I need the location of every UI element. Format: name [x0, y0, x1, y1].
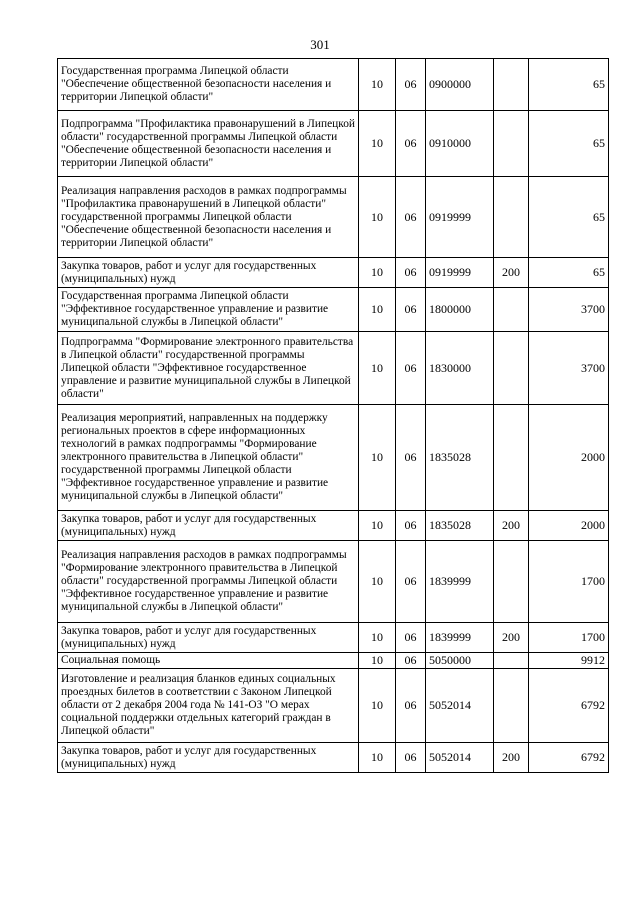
subsection-code: 06 [396, 288, 426, 332]
table-row [58, 511, 609, 541]
table-row [58, 288, 609, 332]
target-article-code: 1800000 [426, 288, 494, 332]
target-article-code: 0910000 [426, 111, 494, 177]
table-row [58, 258, 609, 288]
table-row [58, 59, 609, 111]
amount: 1700 [529, 623, 609, 653]
expense-name: Закупка товаров, работ и услуг для государственных (муниципальных) нужд [58, 511, 359, 541]
expense-type-code: 200 [494, 743, 529, 773]
section-code: 10 [359, 511, 396, 541]
expense-type-code: 200 [494, 623, 529, 653]
table-row [58, 743, 609, 773]
expense-type-code: 200 [494, 258, 529, 288]
table-row [58, 332, 609, 405]
budget-table [57, 58, 609, 773]
table-row [58, 653, 609, 669]
subsection-code: 06 [396, 669, 426, 743]
target-article-code: 0900000 [426, 59, 494, 111]
amount: 65 [529, 258, 609, 288]
table-row [58, 669, 609, 743]
section-code: 10 [359, 59, 396, 111]
expense-name: Реализация мероприятий, направленных на поддержку региональных проектов в сфере информационных технологий в рамках подпрограммы "Формирование электронного правительства в Липецкой области" государственной программы Липецкой области "Эффективное государственное управление и развитие муниципальной службы в Липецкой области" [58, 405, 359, 511]
expense-name: Реализация направления расходов в рамках подпрограммы "Профилактика правонарушений в Липецкой области" государственной программы Липецкой области "Обеспечение общественной безопасности населения и территории Липецкой области" [58, 177, 359, 258]
section-code: 10 [359, 623, 396, 653]
section-code: 10 [359, 653, 396, 669]
section-code: 10 [359, 258, 396, 288]
expense-type-code [494, 288, 529, 332]
target-article-code: 0919999 [426, 258, 494, 288]
subsection-code: 06 [396, 59, 426, 111]
expense-name: Подпрограмма "Формирование электронного правительства в Липецкой области" государственной программы Липецкой области "Эффективное государственное управление и развитие муниципальной службы в Липецкой области" [58, 332, 359, 405]
subsection-code: 06 [396, 332, 426, 405]
expense-name: Реализация направления расходов в рамках подпрограммы "Формирование электронного правительства в Липецкой области" государственной программы Липецкой области "Эффективное государственное управление и развитие муниципальной службы в Липецкой области" [58, 541, 359, 623]
target-article-code: 1835028 [426, 511, 494, 541]
expense-name: Закупка товаров, работ и услуг для государственных (муниципальных) нужд [58, 623, 359, 653]
amount: 65 [529, 111, 609, 177]
expense-name: Государственная программа Липецкой области "Эффективное государственное управление и развитие муниципальной службы в Липецкой области" [58, 288, 359, 332]
subsection-code: 06 [396, 405, 426, 511]
expense-type-code [494, 541, 529, 623]
expense-type-code [494, 177, 529, 258]
target-article-code: 1839999 [426, 541, 494, 623]
table-row [58, 541, 609, 623]
expense-type-code [494, 111, 529, 177]
subsection-code: 06 [396, 541, 426, 623]
expense-type-code [494, 59, 529, 111]
subsection-code: 06 [396, 653, 426, 669]
expense-type-code [494, 669, 529, 743]
amount: 3700 [529, 332, 609, 405]
target-article-code: 0919999 [426, 177, 494, 258]
table-row [58, 111, 609, 177]
amount: 2000 [529, 405, 609, 511]
table-row [58, 177, 609, 258]
table-row [58, 623, 609, 653]
target-article-code: 1839999 [426, 623, 494, 653]
expense-type-code [494, 653, 529, 669]
amount: 1700 [529, 541, 609, 623]
table-row [58, 405, 609, 511]
expense-type-code [494, 405, 529, 511]
section-code: 10 [359, 288, 396, 332]
target-article-code: 5052014 [426, 743, 494, 773]
subsection-code: 06 [396, 511, 426, 541]
expense-name: Социальная помощь [58, 653, 359, 669]
expense-type-code: 200 [494, 511, 529, 541]
amount: 3700 [529, 288, 609, 332]
expense-name: Закупка товаров, работ и услуг для государственных (муниципальных) нужд [58, 258, 359, 288]
target-article-code: 1835028 [426, 405, 494, 511]
expense-type-code [494, 332, 529, 405]
subsection-code: 06 [396, 623, 426, 653]
target-article-code: 1830000 [426, 332, 494, 405]
subsection-code: 06 [396, 743, 426, 773]
section-code: 10 [359, 743, 396, 773]
expense-name: Закупка товаров, работ и услуг для государственных (муниципальных) нужд [58, 743, 359, 773]
subsection-code: 06 [396, 111, 426, 177]
expense-name: Подпрограмма "Профилактика правонарушений в Липецкой области" государственной программы Липецкой области "Обеспечение общественной безопасности населения и территории Липецкой области" [58, 111, 359, 177]
page-number: 301 [310, 37, 330, 52]
amount: 65 [529, 59, 609, 111]
subsection-code: 06 [396, 258, 426, 288]
expense-name: Государственная программа Липецкой области "Обеспечение общественной безопасности населения и территории Липецкой области" [58, 59, 359, 111]
amount: 65 [529, 177, 609, 258]
section-code: 10 [359, 669, 396, 743]
target-article-code: 5050000 [426, 653, 494, 669]
amount: 9912 [529, 653, 609, 669]
amount: 2000 [529, 511, 609, 541]
section-code: 10 [359, 541, 396, 623]
section-code: 10 [359, 332, 396, 405]
section-code: 10 [359, 405, 396, 511]
target-article-code: 5052014 [426, 669, 494, 743]
expense-name: Изготовление и реализация бланков единых социальных проездных билетов в соответствии с Законом Липецкой области от 2 декабря 2004 года № 141-ОЗ "О мерах социальной поддержки отдельных категорий граждан в Липецкой области" [58, 669, 359, 743]
subsection-code: 06 [396, 177, 426, 258]
amount: 6792 [529, 669, 609, 743]
section-code: 10 [359, 111, 396, 177]
amount: 6792 [529, 743, 609, 773]
section-code: 10 [359, 177, 396, 258]
